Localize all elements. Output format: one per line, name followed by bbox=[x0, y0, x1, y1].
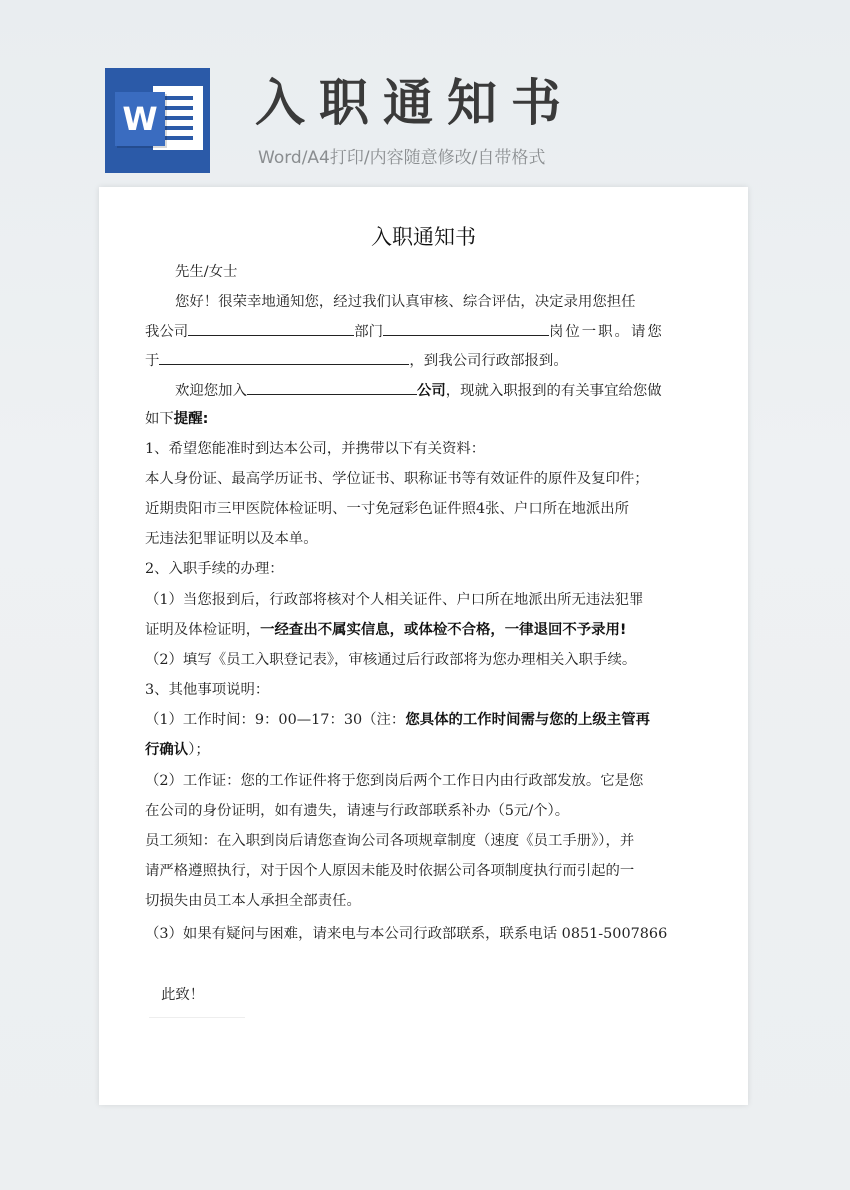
warning-text: 一经查出不属实信息，或体检不合格，一律退回不予录用! bbox=[260, 622, 627, 638]
working-hours-note: 您具体的工作时间需与您的上级主管再 bbox=[405, 712, 650, 728]
employee-notice-line-1: 员工须知：在入职到岗后请您查询公司各项规章制度（速度《员工手册》），并 bbox=[145, 833, 635, 849]
document-title: 入职通知书 bbox=[371, 225, 476, 249]
section-1-line-3: 无违法犯罪证明以及本单。 bbox=[145, 531, 318, 547]
divider bbox=[149, 1017, 245, 1018]
greeting: 您好！很荣幸地通知您，经过我们认真审核、综合评估，决定录用您担任 bbox=[175, 294, 636, 310]
text-position-suffix: 岗位一职。请您 bbox=[548, 324, 664, 340]
word-logo-icon bbox=[105, 68, 210, 173]
employee-notice-line-3: 切损失由员工本人承担全部责任。 bbox=[145, 893, 361, 909]
section-2-title: 2、入职手续的办理： bbox=[145, 561, 284, 577]
word-letter: W bbox=[115, 92, 165, 146]
section-3-item-1-line-2 bbox=[145, 740, 705, 760]
text-confirm-suffix: ）； bbox=[188, 742, 210, 758]
text-confirm: 行确认 bbox=[145, 742, 189, 758]
closing: 此致！ bbox=[161, 987, 205, 1003]
section-1-line-2: 近期贵阳市三甲医院体检证明、一寸免冠彩色证件照4张、户口所在地派出所 bbox=[145, 501, 630, 517]
text-date-prefix: 于 bbox=[145, 353, 160, 369]
text-report: ，到我公司行政部报到。 bbox=[409, 353, 568, 369]
report-date-line bbox=[145, 350, 705, 370]
section-3-item-1-line-1 bbox=[145, 710, 705, 730]
section-3-item-3: （3）如果有疑问与困难，请来电与本公司行政部联系，联系电话 0851-5007866 bbox=[145, 926, 668, 942]
section-2-item-1-line-2 bbox=[145, 620, 705, 640]
document-line bbox=[161, 116, 193, 120]
page-title: 入职通知书 bbox=[255, 74, 575, 132]
text-company-prefix: 我公司 bbox=[145, 324, 189, 340]
report-date-blank[interactable] bbox=[159, 350, 409, 365]
text-certificates: 证明及体检证明， bbox=[145, 622, 261, 638]
section-3-item-2-line-2: 在公司的身份证明，如有遗失，请速与行政部联系补办（5元/个）。 bbox=[145, 803, 570, 819]
document-line bbox=[161, 126, 193, 130]
text-reminder: 提醒 bbox=[173, 411, 203, 427]
document-line bbox=[161, 136, 193, 140]
section-3-title: 3、其他事项说明： bbox=[145, 682, 270, 698]
employee-notice-line-2: 请严格遵照执行，对于因个人原因未能及时依据公司各项制度执行而引起的一 bbox=[145, 863, 635, 879]
text-as-follows: 如下 bbox=[145, 411, 174, 427]
text-welcome-suffix: ，现就入职报到的有关事宜给您做 bbox=[445, 383, 662, 399]
section-1-title: 1、希望您能准时到达本公司，并携带以下有关资料： bbox=[145, 441, 486, 457]
page-subtitle: Word/A4打印/内容随意修改/自带格式 bbox=[258, 148, 546, 168]
position-blank[interactable] bbox=[383, 321, 549, 336]
department-blank[interactable] bbox=[188, 321, 354, 336]
position-line bbox=[145, 321, 705, 341]
document-line bbox=[161, 96, 193, 100]
reminder-line bbox=[145, 409, 705, 429]
text-welcome: 欢迎您加入 bbox=[175, 383, 247, 399]
section-3-item-2-line-1: （2）工作证：您的工作证件将于您到岗后两个工作日内由行政部发放。它是您 bbox=[145, 773, 644, 789]
section-2-item-1-line-1: （1）当您报到后，行政部将核对个人相关证件、户口所在地派出所无违法犯罪 bbox=[145, 592, 644, 608]
section-2-item-2: （2）填写《员工入职登记表》，审核通过后行政部将为您办理相关入职手续。 bbox=[145, 652, 637, 668]
salutation: 先生/女士 bbox=[175, 264, 238, 280]
company-name-blank[interactable] bbox=[247, 380, 417, 395]
text-colon: : bbox=[202, 411, 209, 427]
welcome-line bbox=[175, 380, 705, 400]
text-department: 部门 bbox=[354, 324, 383, 340]
text-working-hours: （1）工作时间：9：00—17：30（注： bbox=[145, 712, 406, 728]
document-page bbox=[99, 187, 748, 1105]
section-1-line-1: 本人身份证、最高学历证书、学位证书、职称证书等有效证件的原件及复印件； bbox=[145, 471, 649, 487]
document-line bbox=[161, 106, 193, 110]
text-company: 公司 bbox=[416, 383, 446, 399]
